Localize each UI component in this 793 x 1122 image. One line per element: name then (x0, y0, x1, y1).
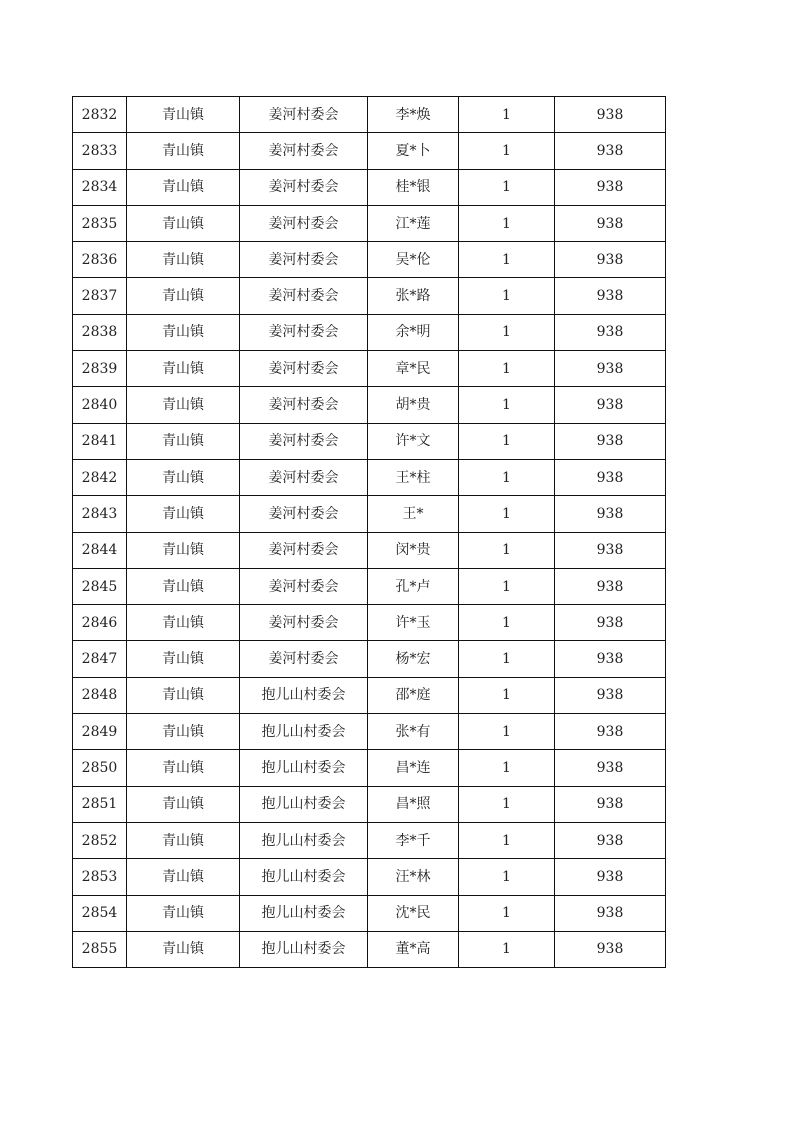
count-cell: 1 (459, 387, 555, 423)
amount-cell: 938 (555, 714, 666, 750)
table-row (73, 714, 666, 750)
serial-number-cell: 2855 (73, 931, 127, 967)
count-cell: 1 (459, 895, 555, 931)
serial-number-cell: 2833 (73, 133, 127, 169)
count-cell: 1 (459, 605, 555, 641)
town-cell: 青山镇 (127, 895, 240, 931)
serial-number-cell: 2835 (73, 205, 127, 241)
town-cell: 青山镇 (127, 931, 240, 967)
name-cell: 余*明 (368, 314, 459, 350)
serial-number-cell: 2838 (73, 314, 127, 350)
amount-cell: 938 (555, 605, 666, 641)
name-cell: 邵*庭 (368, 677, 459, 713)
table-row (73, 351, 666, 387)
name-cell: 桂*银 (368, 169, 459, 205)
serial-number-cell: 2836 (73, 242, 127, 278)
roster-table (72, 96, 666, 968)
village-committee-cell: 姜河村委会 (240, 387, 368, 423)
table-row (73, 677, 666, 713)
town-cell: 青山镇 (127, 677, 240, 713)
village-committee-cell: 抱儿山村委会 (240, 750, 368, 786)
village-committee-cell: 抱儿山村委会 (240, 859, 368, 895)
table-row (73, 205, 666, 241)
serial-number-cell: 2847 (73, 641, 127, 677)
count-cell: 1 (459, 423, 555, 459)
village-committee-cell: 抱儿山村委会 (240, 714, 368, 750)
count-cell: 1 (459, 351, 555, 387)
table-row (73, 532, 666, 568)
name-cell: 沈*民 (368, 895, 459, 931)
amount-cell: 938 (555, 786, 666, 822)
amount-cell: 938 (555, 278, 666, 314)
amount-cell: 938 (555, 859, 666, 895)
name-cell: 张*有 (368, 714, 459, 750)
table-row (73, 459, 666, 495)
count-cell: 1 (459, 532, 555, 568)
town-cell: 青山镇 (127, 459, 240, 495)
table-row (73, 97, 666, 133)
serial-number-cell: 2852 (73, 822, 127, 858)
village-committee-cell: 姜河村委会 (240, 496, 368, 532)
amount-cell: 938 (555, 677, 666, 713)
serial-number-cell: 2839 (73, 351, 127, 387)
village-committee-cell: 姜河村委会 (240, 133, 368, 169)
count-cell: 1 (459, 786, 555, 822)
count-cell: 1 (459, 931, 555, 967)
town-cell: 青山镇 (127, 605, 240, 641)
town-cell: 青山镇 (127, 133, 240, 169)
town-cell: 青山镇 (127, 859, 240, 895)
serial-number-cell: 2841 (73, 423, 127, 459)
village-committee-cell: 姜河村委会 (240, 278, 368, 314)
name-cell: 孔*卢 (368, 568, 459, 604)
name-cell: 董*高 (368, 931, 459, 967)
name-cell: 吴*伦 (368, 242, 459, 278)
amount-cell: 938 (555, 568, 666, 604)
count-cell: 1 (459, 314, 555, 350)
table-row (73, 169, 666, 205)
serial-number-cell: 2853 (73, 859, 127, 895)
name-cell: 杨*宏 (368, 641, 459, 677)
village-committee-cell: 抱儿山村委会 (240, 786, 368, 822)
name-cell: 王*柱 (368, 459, 459, 495)
count-cell: 1 (459, 859, 555, 895)
name-cell: 许*文 (368, 423, 459, 459)
table-row (73, 750, 666, 786)
count-cell: 1 (459, 568, 555, 604)
amount-cell: 938 (555, 314, 666, 350)
count-cell: 1 (459, 822, 555, 858)
village-committee-cell: 姜河村委会 (240, 605, 368, 641)
table-row (73, 605, 666, 641)
count-cell: 1 (459, 278, 555, 314)
serial-number-cell: 2840 (73, 387, 127, 423)
village-committee-cell: 姜河村委会 (240, 314, 368, 350)
name-cell: 章*民 (368, 351, 459, 387)
serial-number-cell: 2843 (73, 496, 127, 532)
table-row (73, 895, 666, 931)
village-committee-cell: 姜河村委会 (240, 169, 368, 205)
amount-cell: 938 (555, 496, 666, 532)
town-cell: 青山镇 (127, 568, 240, 604)
table-row (73, 496, 666, 532)
count-cell: 1 (459, 133, 555, 169)
table-row (73, 859, 666, 895)
amount-cell: 938 (555, 931, 666, 967)
village-committee-cell: 姜河村委会 (240, 532, 368, 568)
amount-cell: 938 (555, 459, 666, 495)
serial-number-cell: 2849 (73, 714, 127, 750)
village-committee-cell: 姜河村委会 (240, 205, 368, 241)
town-cell: 青山镇 (127, 97, 240, 133)
table-row (73, 568, 666, 604)
table-row (73, 278, 666, 314)
serial-number-cell: 2832 (73, 97, 127, 133)
village-committee-cell: 姜河村委会 (240, 351, 368, 387)
name-cell: 江*莲 (368, 205, 459, 241)
town-cell: 青山镇 (127, 714, 240, 750)
table-row (73, 822, 666, 858)
name-cell: 李*千 (368, 822, 459, 858)
serial-number-cell: 2854 (73, 895, 127, 931)
name-cell: 夏*卜 (368, 133, 459, 169)
serial-number-cell: 2844 (73, 532, 127, 568)
count-cell: 1 (459, 242, 555, 278)
name-cell: 王* (368, 496, 459, 532)
town-cell: 青山镇 (127, 169, 240, 205)
village-committee-cell: 姜河村委会 (240, 459, 368, 495)
village-committee-cell: 姜河村委会 (240, 641, 368, 677)
count-cell: 1 (459, 97, 555, 133)
village-committee-cell: 抱儿山村委会 (240, 822, 368, 858)
table-row (73, 641, 666, 677)
amount-cell: 938 (555, 641, 666, 677)
village-committee-cell: 抱儿山村委会 (240, 895, 368, 931)
count-cell: 1 (459, 641, 555, 677)
amount-cell: 938 (555, 169, 666, 205)
amount-cell: 938 (555, 423, 666, 459)
name-cell: 闵*贵 (368, 532, 459, 568)
count-cell: 1 (459, 205, 555, 241)
village-committee-cell: 姜河村委会 (240, 97, 368, 133)
amount-cell: 938 (555, 242, 666, 278)
serial-number-cell: 2834 (73, 169, 127, 205)
amount-cell: 938 (555, 895, 666, 931)
serial-number-cell: 2845 (73, 568, 127, 604)
town-cell: 青山镇 (127, 750, 240, 786)
village-committee-cell: 抱儿山村委会 (240, 677, 368, 713)
count-cell: 1 (459, 169, 555, 205)
village-committee-cell: 姜河村委会 (240, 568, 368, 604)
count-cell: 1 (459, 677, 555, 713)
amount-cell: 938 (555, 351, 666, 387)
name-cell: 昌*照 (368, 786, 459, 822)
name-cell: 昌*连 (368, 750, 459, 786)
serial-number-cell: 2848 (73, 677, 127, 713)
town-cell: 青山镇 (127, 205, 240, 241)
amount-cell: 938 (555, 205, 666, 241)
count-cell: 1 (459, 496, 555, 532)
serial-number-cell: 2837 (73, 278, 127, 314)
town-cell: 青山镇 (127, 641, 240, 677)
amount-cell: 938 (555, 750, 666, 786)
town-cell: 青山镇 (127, 822, 240, 858)
amount-cell: 938 (555, 97, 666, 133)
name-cell: 胡*贵 (368, 387, 459, 423)
name-cell: 许*玉 (368, 605, 459, 641)
name-cell: 汪*林 (368, 859, 459, 895)
table-row (73, 423, 666, 459)
amount-cell: 938 (555, 133, 666, 169)
table-row (73, 786, 666, 822)
table-row (73, 387, 666, 423)
town-cell: 青山镇 (127, 532, 240, 568)
town-cell: 青山镇 (127, 351, 240, 387)
serial-number-cell: 2850 (73, 750, 127, 786)
serial-number-cell: 2846 (73, 605, 127, 641)
town-cell: 青山镇 (127, 496, 240, 532)
town-cell: 青山镇 (127, 387, 240, 423)
table-row (73, 314, 666, 350)
village-committee-cell: 姜河村委会 (240, 242, 368, 278)
table-row (73, 242, 666, 278)
roster-table-body (73, 97, 666, 968)
count-cell: 1 (459, 714, 555, 750)
town-cell: 青山镇 (127, 423, 240, 459)
table-row (73, 133, 666, 169)
count-cell: 1 (459, 750, 555, 786)
amount-cell: 938 (555, 387, 666, 423)
town-cell: 青山镇 (127, 314, 240, 350)
town-cell: 青山镇 (127, 242, 240, 278)
village-committee-cell: 姜河村委会 (240, 423, 368, 459)
table-row (73, 931, 666, 967)
village-committee-cell: 抱儿山村委会 (240, 931, 368, 967)
name-cell: 张*路 (368, 278, 459, 314)
serial-number-cell: 2851 (73, 786, 127, 822)
amount-cell: 938 (555, 532, 666, 568)
serial-number-cell: 2842 (73, 459, 127, 495)
town-cell: 青山镇 (127, 278, 240, 314)
amount-cell: 938 (555, 822, 666, 858)
count-cell: 1 (459, 459, 555, 495)
town-cell: 青山镇 (127, 786, 240, 822)
name-cell: 李*焕 (368, 97, 459, 133)
